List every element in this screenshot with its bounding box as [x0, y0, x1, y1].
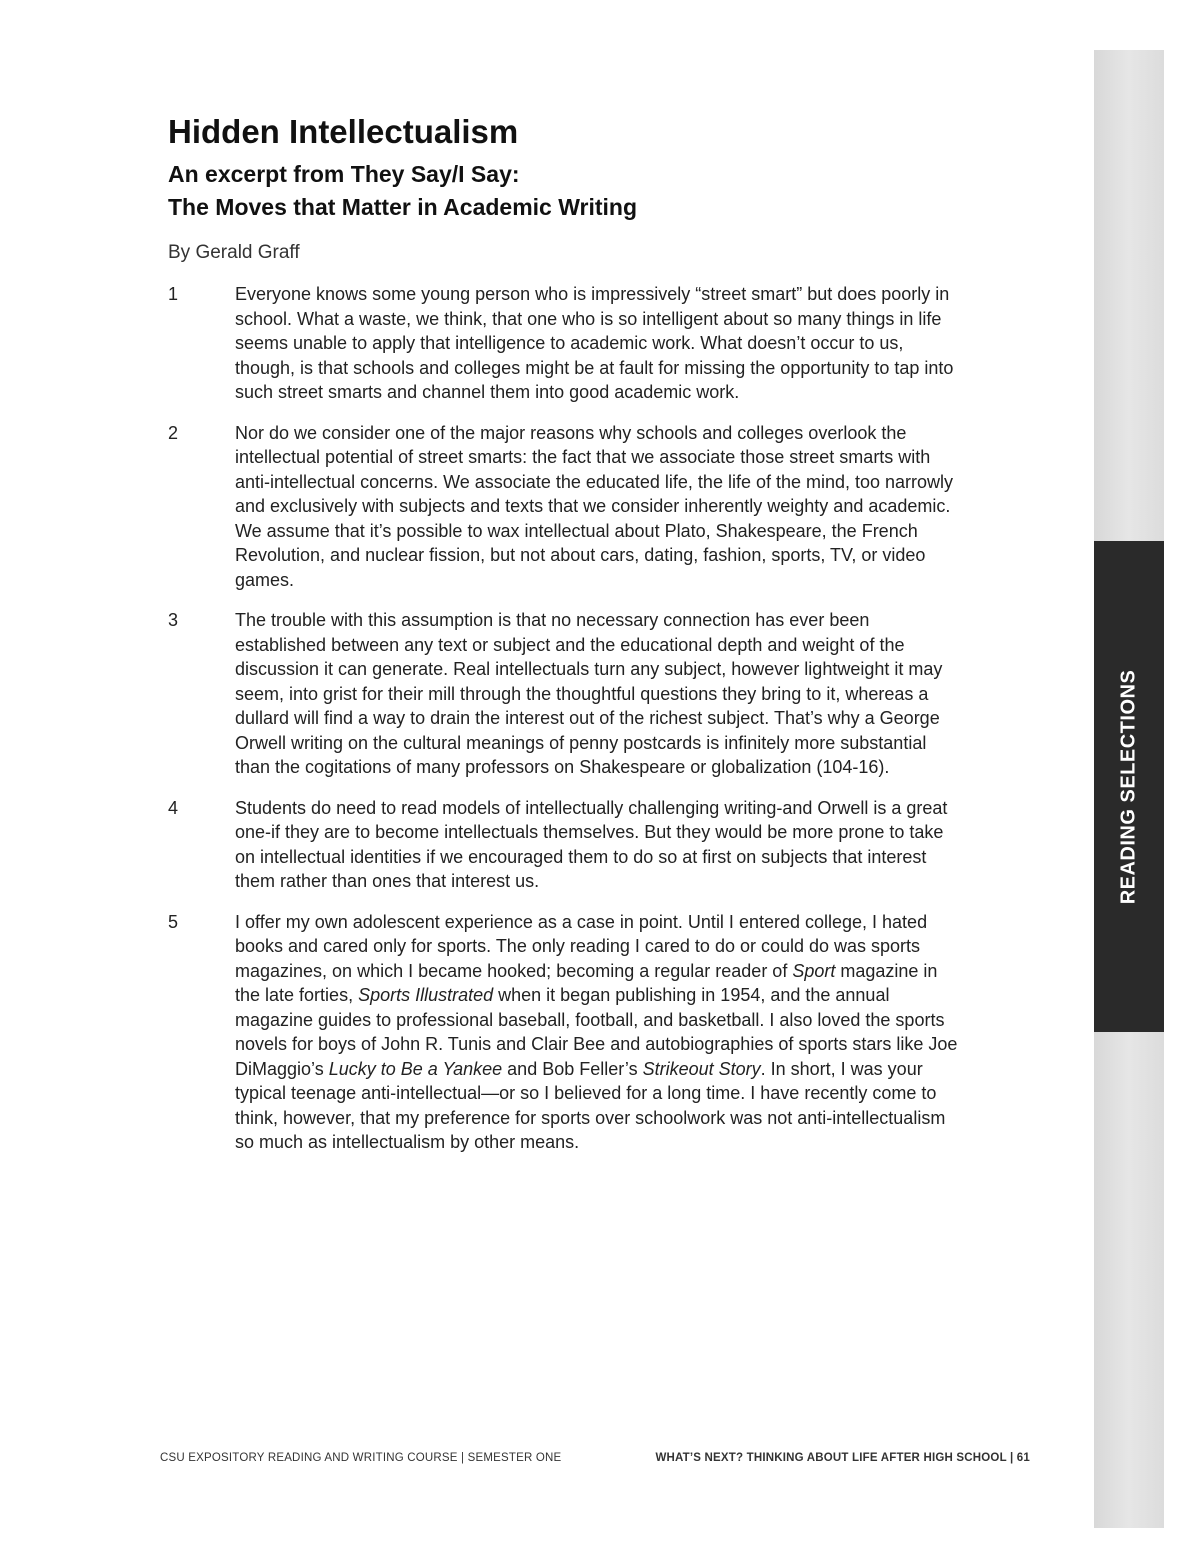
footer-course-label: CSU EXPOSITORY READING AND WRITING COURSE | SEMESTER ONE: [160, 1452, 562, 1464]
text-run: and Bob Feller’s: [502, 1058, 643, 1079]
paragraph-text: Students do need to read models of intellectually challenging writing-and Orwell is a great one-if they are to become intellectuals themselves. But they would be more prone to take on intellectual identities if we encouraged them to do so at first on subjects that interest them rather than ones that interest us.: [235, 797, 948, 891]
paragraph-text: The trouble with this assumption is that no necessary connection has ever been established between any text or subject and the educational depth and weight of the discussion it can generate. Real intellectuals turn any subject, however lightweight it may seem, into grist for their mill through the thoughtful questions they bring to it, whereas a dullard will find a way to drain the interest out of the richest subject. That’s why a George Orwell writing on the cultural meanings of penny postcards is infinitely more substantial than the cogitations of many professors on Shakespeare or globalization (104-16).: [235, 610, 943, 777]
paragraph-4: [168, 796, 968, 894]
text-run: magazine in the late forties,: [235, 960, 938, 1005]
text-run: I offer my own adolescent experience as a case in point. Until I entered college, I hated books and cared only for sports. The only reading I cared to do or could do was sports magazines, on which I became hooked; becoming a regular reader of: [235, 911, 928, 981]
magazine-title-sports-illustrated: Sports Illustrated: [358, 985, 494, 1005]
text-run: . In short, I was your typical teenage anti-intellectual—or so I believed for a long time. I have recently come to think, however, that my preference for sports over schoolwork was not anti-intellectualism so much as intellectualism by other means.: [235, 1058, 946, 1152]
paragraph-number: 3: [168, 610, 179, 630]
paragraph-1: [168, 282, 968, 405]
paragraph-number: 4: [168, 797, 179, 818]
book-title-lucky-to-be-a-yankee: Lucky to Be a Yankee: [328, 1058, 503, 1079]
paragraph-text: [235, 910, 963, 1155]
article-author: By Gerald Graff: [168, 242, 300, 263]
paragraph-text: Nor do we consider one of the major reasons why schools and colleges overlook the intellectual potential of street smarts: the fact that we associate those street smarts with anti-intellectual concerns. We associate the educated life, the life of the mind, too narrowly and exclusively with subjects and texts that we consider inherently weighty and academic. We assume that it’s possible to wax intellectual about Plato, Shakespeare, the French Revolution, and nuclear fission, but not about cars, dating, fashion, sports, TV, or video games.: [235, 422, 954, 590]
paragraph-number: 5: [168, 911, 179, 932]
book-title-strikeout-story: Strikeout Story: [642, 1058, 761, 1079]
magazine-title-sport: Sport: [792, 960, 836, 981]
paragraph-list: [168, 282, 968, 1155]
text-run: when it began publishing in 1954, and the annual magazine guides to professional baseball, football, and basketball. I also loved the sports novels for boys of John R. Tunis and Clair Bee and autobiographies of sports stars like Joe DiMaggio’s: [235, 985, 958, 1079]
paragraph-number: 1: [168, 284, 179, 304]
paragraph-5: [168, 910, 968, 1155]
paragraph-2: [168, 421, 968, 593]
section-tab-label: READING SELECTIONS: [1117, 669, 1140, 904]
paragraph-number: 2: [168, 422, 179, 443]
paragraph-3: [168, 608, 968, 780]
article-subtitle-line-1: An excerpt from They Say/I Say:: [168, 161, 520, 187]
footer-section-and-page: WHAT’S NEXT? THINKING ABOUT LIFE AFTER HIGH SCHOOL | 61: [655, 1452, 1030, 1464]
section-tab: [1094, 541, 1164, 1032]
article-title: Hidden Intellectualism: [168, 113, 519, 150]
paragraph-text: Everyone knows some young person who is impressively “street smart” but does poorly in school. What a waste, we think, that one who is so intelligent about so many things in life seems unable to apply that intelligence to academic work. What doesn’t occur to us, though, is that schools and colleges might be at fault for missing the opportunity to tap into such street smarts and channel them into good academic work.: [235, 284, 954, 402]
article: [168, 112, 968, 1171]
article-subtitle-line-2: The Moves that Matter in Academic Writing: [168, 194, 638, 220]
